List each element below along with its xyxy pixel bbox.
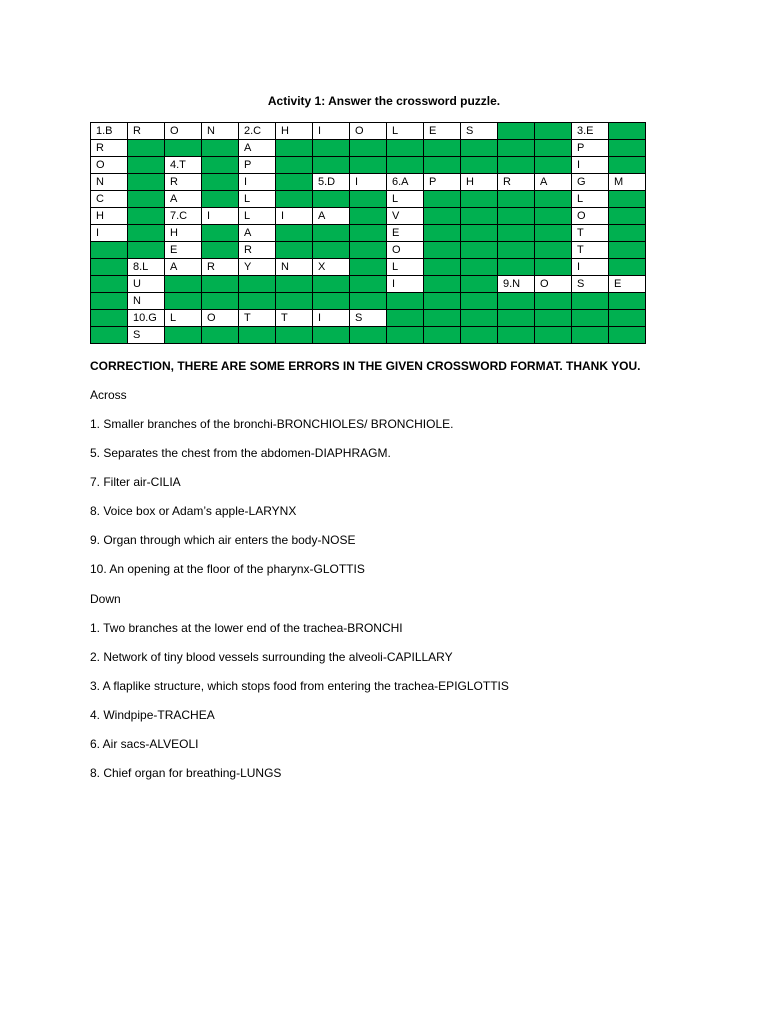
filled-cell <box>387 293 424 310</box>
across-clue: 10. An opening at the floor of the pharynx-GLOTTIS <box>90 562 365 576</box>
letter-cell: A <box>165 191 202 208</box>
grid-row <box>91 157 646 174</box>
filled-cell <box>350 242 387 259</box>
filled-cell <box>350 259 387 276</box>
filled-cell <box>498 242 535 259</box>
letter-cell: T <box>572 242 609 259</box>
letter-cell: T <box>276 310 313 327</box>
filled-cell <box>461 140 498 157</box>
filled-cell <box>387 157 424 174</box>
letter-cell: R <box>239 242 276 259</box>
filled-cell <box>461 327 498 344</box>
grid-row <box>91 293 646 310</box>
filled-cell <box>91 293 128 310</box>
letter-cell: H <box>461 174 498 191</box>
letter-cell: G <box>572 174 609 191</box>
filled-cell <box>276 327 313 344</box>
letter-cell: O <box>350 123 387 140</box>
filled-cell <box>609 208 646 225</box>
letter-cell: O <box>387 242 424 259</box>
letter-cell: 1.B <box>91 123 128 140</box>
filled-cell <box>313 140 350 157</box>
filled-cell <box>313 242 350 259</box>
letter-cell: I <box>276 208 313 225</box>
letter-cell: L <box>239 208 276 225</box>
filled-cell <box>424 191 461 208</box>
filled-cell <box>387 327 424 344</box>
grid-row <box>91 208 646 225</box>
letter-cell: O <box>91 157 128 174</box>
filled-cell <box>572 293 609 310</box>
filled-cell <box>313 293 350 310</box>
across-clue: 7. Filter air-CILIA <box>90 475 181 489</box>
letter-cell: L <box>572 191 609 208</box>
filled-cell <box>424 259 461 276</box>
letter-cell: Y <box>239 259 276 276</box>
filled-cell <box>276 174 313 191</box>
letter-cell: R <box>498 174 535 191</box>
letter-cell: E <box>387 225 424 242</box>
filled-cell <box>498 140 535 157</box>
down-heading: Down <box>90 592 121 606</box>
filled-cell <box>572 327 609 344</box>
filled-cell <box>424 208 461 225</box>
letter-cell: L <box>387 259 424 276</box>
filled-cell <box>498 208 535 225</box>
filled-cell <box>350 140 387 157</box>
filled-cell <box>461 242 498 259</box>
letter-cell: I <box>572 259 609 276</box>
filled-cell <box>239 276 276 293</box>
correction-note: CORRECTION, THERE ARE SOME ERRORS IN THE GIVEN CROSSWORD FORMAT. THANK YOU. <box>90 359 641 373</box>
letter-cell: I <box>202 208 239 225</box>
letter-cell: C <box>91 191 128 208</box>
filled-cell <box>276 191 313 208</box>
letter-cell: O <box>202 310 239 327</box>
filled-cell <box>535 259 572 276</box>
filled-cell <box>424 157 461 174</box>
letter-cell: S <box>572 276 609 293</box>
filled-cell <box>424 293 461 310</box>
filled-cell <box>609 293 646 310</box>
letter-cell: M <box>609 174 646 191</box>
letter-cell: 6.A <box>387 174 424 191</box>
down-clue: 3. A flaplike structure, which stops food from entering the trachea-EPIGLOTTIS <box>90 679 509 693</box>
filled-cell <box>498 157 535 174</box>
filled-cell <box>202 327 239 344</box>
filled-cell <box>202 293 239 310</box>
down-clue: 6. Air sacs-ALVEOLI <box>90 737 199 751</box>
filled-cell <box>461 157 498 174</box>
letter-cell: R <box>128 123 165 140</box>
letter-cell: P <box>424 174 461 191</box>
letter-cell: L <box>387 123 424 140</box>
filled-cell <box>276 293 313 310</box>
letter-cell: R <box>202 259 239 276</box>
filled-cell <box>276 242 313 259</box>
filled-cell <box>535 293 572 310</box>
filled-cell <box>276 225 313 242</box>
filled-cell <box>461 259 498 276</box>
down-clue: 8. Chief organ for breathing-LUNGS <box>90 766 282 780</box>
filled-cell <box>350 276 387 293</box>
letter-cell: 5.D <box>313 174 350 191</box>
filled-cell <box>609 310 646 327</box>
filled-cell <box>128 225 165 242</box>
filled-cell <box>424 225 461 242</box>
filled-cell <box>165 276 202 293</box>
page-title: Activity 1: Answer the crossword puzzle. <box>267 94 501 108</box>
grid-row <box>91 310 646 327</box>
letter-cell: H <box>276 123 313 140</box>
filled-cell <box>350 191 387 208</box>
filled-cell <box>276 140 313 157</box>
filled-cell <box>202 174 239 191</box>
filled-cell <box>128 174 165 191</box>
filled-cell <box>128 208 165 225</box>
letter-cell: N <box>202 123 239 140</box>
down-clue: 2. Network of tiny blood vessels surrounding the alveoli-CAPILLARY <box>90 650 453 664</box>
letter-cell: X <box>313 259 350 276</box>
letter-cell: S <box>350 310 387 327</box>
filled-cell <box>461 276 498 293</box>
letter-cell: S <box>128 327 165 344</box>
letter-cell: 4.T <box>165 157 202 174</box>
filled-cell <box>276 157 313 174</box>
filled-cell <box>91 276 128 293</box>
grid-row <box>91 140 646 157</box>
filled-cell <box>91 242 128 259</box>
filled-cell <box>424 242 461 259</box>
filled-cell <box>535 191 572 208</box>
filled-cell <box>498 310 535 327</box>
letter-cell: V <box>387 208 424 225</box>
filled-cell <box>313 225 350 242</box>
filled-cell <box>572 310 609 327</box>
filled-cell <box>461 293 498 310</box>
filled-cell <box>535 123 572 140</box>
letter-cell: T <box>239 310 276 327</box>
letter-cell: I <box>91 225 128 242</box>
letter-cell: I <box>313 123 350 140</box>
filled-cell <box>350 157 387 174</box>
letter-cell: 8.L <box>128 259 165 276</box>
filled-cell <box>202 140 239 157</box>
filled-cell <box>609 242 646 259</box>
filled-cell <box>535 310 572 327</box>
filled-cell <box>609 157 646 174</box>
filled-cell <box>387 140 424 157</box>
filled-cell <box>387 310 424 327</box>
filled-cell <box>350 293 387 310</box>
filled-cell <box>313 157 350 174</box>
filled-cell <box>535 327 572 344</box>
filled-cell <box>461 225 498 242</box>
filled-cell <box>165 327 202 344</box>
filled-cell <box>128 242 165 259</box>
letter-cell: 3.E <box>572 123 609 140</box>
grid-row <box>91 259 646 276</box>
filled-cell <box>535 225 572 242</box>
filled-cell <box>461 310 498 327</box>
letter-cell: P <box>239 157 276 174</box>
filled-cell <box>165 293 202 310</box>
filled-cell <box>128 191 165 208</box>
filled-cell <box>535 242 572 259</box>
grid-row <box>91 225 646 242</box>
letter-cell: I <box>313 310 350 327</box>
filled-cell <box>498 293 535 310</box>
letter-cell: P <box>572 140 609 157</box>
filled-cell <box>498 191 535 208</box>
letter-cell: H <box>165 225 202 242</box>
filled-cell <box>424 327 461 344</box>
filled-cell <box>313 327 350 344</box>
filled-cell <box>535 157 572 174</box>
across-clue: 9. Organ through which air enters the body-NOSE <box>90 533 356 547</box>
letter-cell: T <box>572 225 609 242</box>
letter-cell: L <box>165 310 202 327</box>
letter-cell: 10.G <box>128 310 165 327</box>
filled-cell <box>91 310 128 327</box>
letter-cell: H <box>91 208 128 225</box>
letter-cell: U <box>128 276 165 293</box>
letter-cell: L <box>239 191 276 208</box>
filled-cell <box>424 140 461 157</box>
letter-cell: A <box>165 259 202 276</box>
filled-cell <box>239 327 276 344</box>
letter-cell: A <box>239 140 276 157</box>
filled-cell <box>609 327 646 344</box>
letter-cell: 9.N <box>498 276 535 293</box>
filled-cell <box>276 276 313 293</box>
across-heading: Across <box>90 388 127 402</box>
filled-cell <box>313 191 350 208</box>
filled-cell <box>498 225 535 242</box>
letter-cell: 7.C <box>165 208 202 225</box>
filled-cell <box>202 242 239 259</box>
filled-cell <box>609 191 646 208</box>
across-clue: 8. Voice box or Adam’s apple-LARYNX <box>90 504 297 518</box>
filled-cell <box>350 225 387 242</box>
filled-cell <box>535 208 572 225</box>
filled-cell <box>165 140 202 157</box>
filled-cell <box>609 123 646 140</box>
filled-cell <box>239 293 276 310</box>
letter-cell: N <box>91 174 128 191</box>
filled-cell <box>461 208 498 225</box>
letter-cell: A <box>535 174 572 191</box>
letter-cell: E <box>165 242 202 259</box>
filled-cell <box>91 327 128 344</box>
grid-row <box>91 174 646 191</box>
filled-cell <box>350 208 387 225</box>
letter-cell: R <box>91 140 128 157</box>
filled-cell <box>350 327 387 344</box>
filled-cell <box>498 259 535 276</box>
letter-cell: O <box>165 123 202 140</box>
filled-cell <box>424 310 461 327</box>
letter-cell: I <box>239 174 276 191</box>
letter-cell: A <box>313 208 350 225</box>
letter-cell: N <box>276 259 313 276</box>
filled-cell <box>535 140 572 157</box>
grid-row <box>91 191 646 208</box>
filled-cell <box>202 157 239 174</box>
letter-cell: R <box>165 174 202 191</box>
grid-row <box>91 123 646 140</box>
letter-cell: I <box>572 157 609 174</box>
filled-cell <box>128 140 165 157</box>
letter-cell: 2.C <box>239 123 276 140</box>
grid-row <box>91 327 646 344</box>
filled-cell <box>609 259 646 276</box>
crossword-grid <box>90 122 646 344</box>
filled-cell <box>498 123 535 140</box>
filled-cell <box>202 276 239 293</box>
across-clue: 5. Separates the chest from the abdomen-DIAPHRAGM. <box>90 446 391 460</box>
letter-cell: L <box>387 191 424 208</box>
down-clue: 1. Two branches at the lower end of the trachea-BRONCHI <box>90 621 403 635</box>
letter-cell: S <box>461 123 498 140</box>
filled-cell <box>313 276 350 293</box>
letter-cell: I <box>387 276 424 293</box>
letter-cell: I <box>350 174 387 191</box>
filled-cell <box>609 140 646 157</box>
filled-cell <box>202 225 239 242</box>
letter-cell: O <box>535 276 572 293</box>
letter-cell: N <box>128 293 165 310</box>
letter-cell: A <box>239 225 276 242</box>
grid-row <box>91 242 646 259</box>
letter-cell: O <box>572 208 609 225</box>
filled-cell <box>609 225 646 242</box>
letter-cell: E <box>609 276 646 293</box>
filled-cell <box>202 191 239 208</box>
filled-cell <box>461 191 498 208</box>
down-clue: 4. Windpipe-TRACHEA <box>90 708 215 722</box>
filled-cell <box>498 327 535 344</box>
grid-row <box>91 276 646 293</box>
across-clue: 1. Smaller branches of the bronchi-BRONCHIOLES/ BRONCHIOLE. <box>90 417 454 431</box>
filled-cell <box>424 276 461 293</box>
letter-cell: E <box>424 123 461 140</box>
filled-cell <box>128 157 165 174</box>
filled-cell <box>91 259 128 276</box>
